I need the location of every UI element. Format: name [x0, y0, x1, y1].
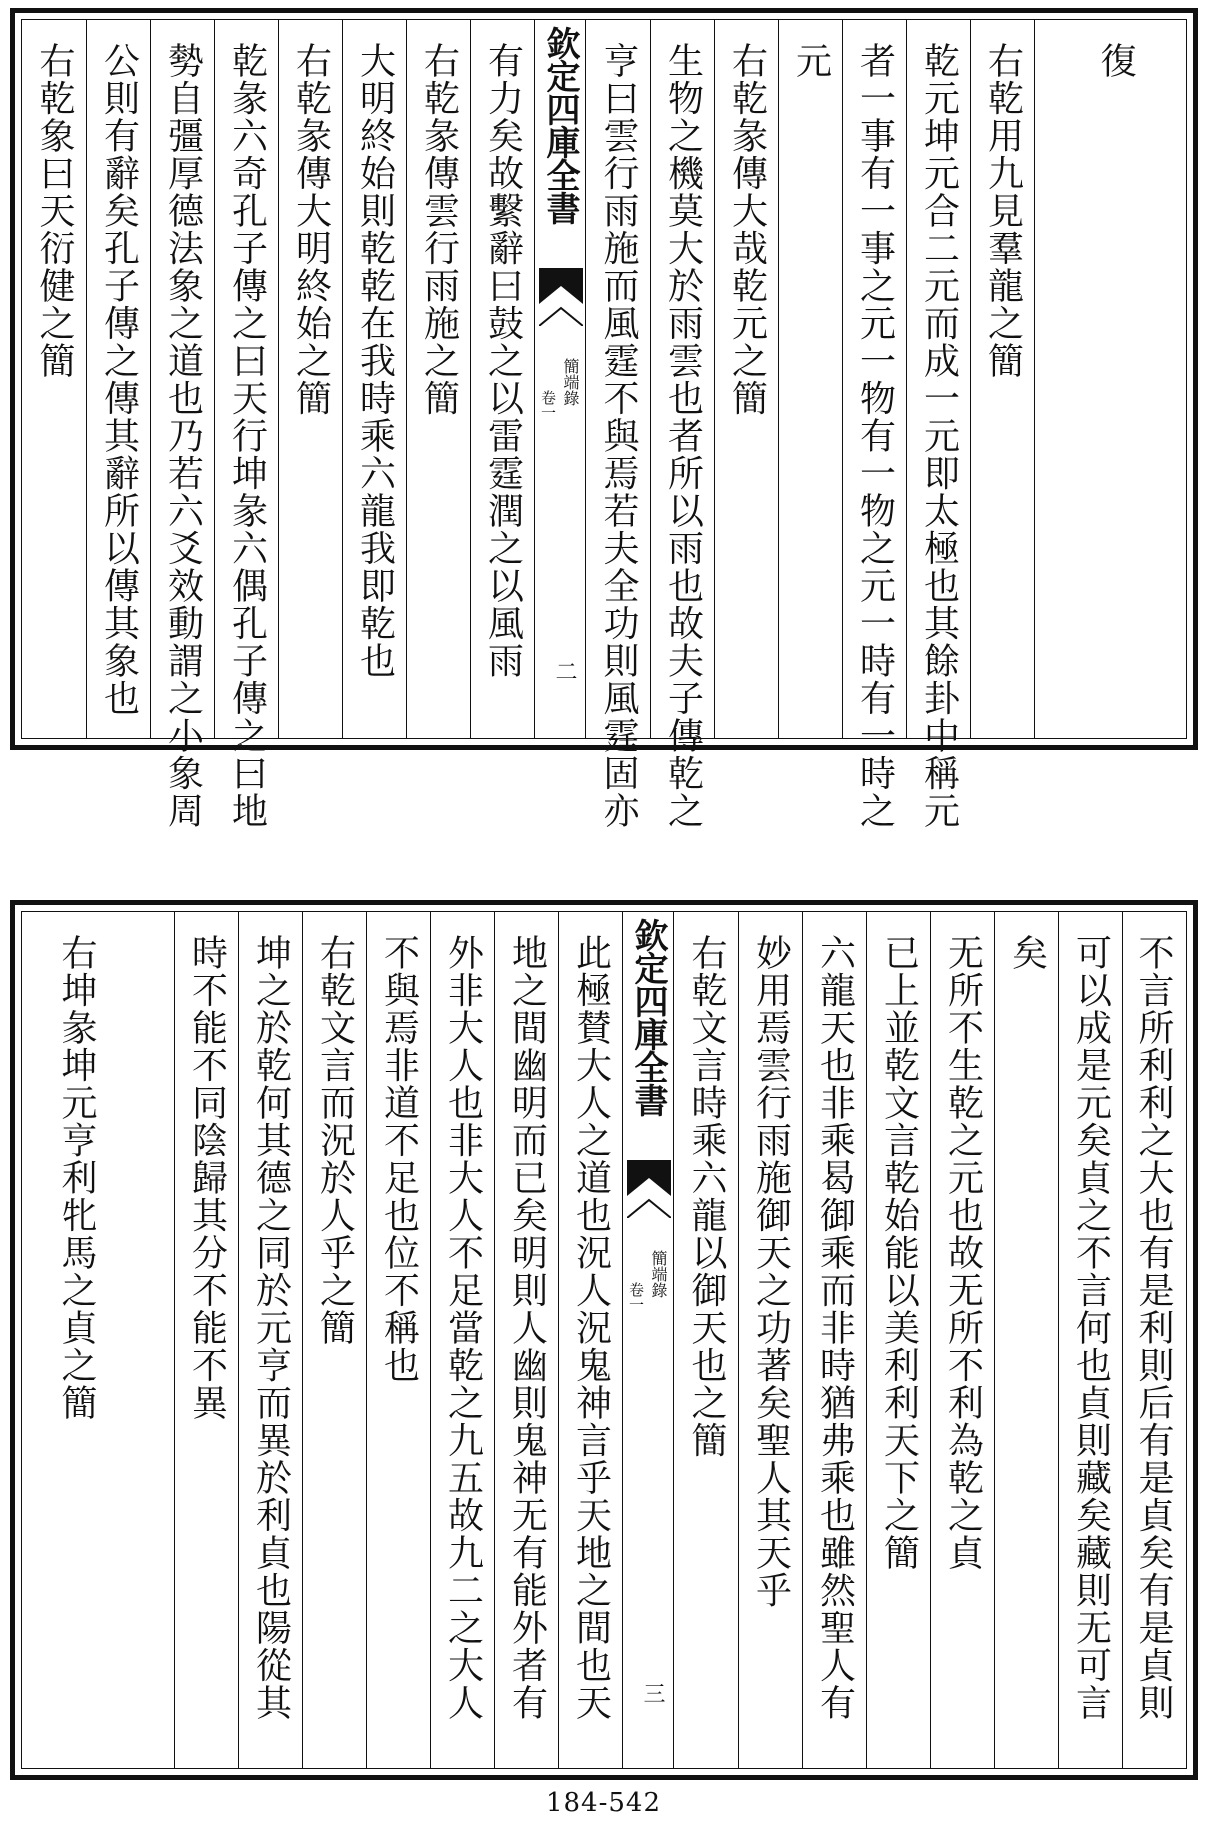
juan-label: 卷一 [627, 1282, 645, 1312]
fishtail-ornament [627, 1160, 671, 1196]
column-text: 六龍天也非乘曷御乘而非時猶弗乘也雖然聖人有 [814, 934, 856, 1722]
text-column [674, 912, 738, 1768]
column-text: 公則有辭矣孔子傳之傳其辭所以傳其象也 [98, 42, 140, 717]
text-column [558, 912, 622, 1768]
text-column [238, 912, 302, 1768]
column-text: 復 [1095, 42, 1136, 80]
column-text: 无所不生乾之元也故无所不利為乾之貞 [942, 934, 984, 1572]
text-column [174, 912, 238, 1768]
book-title: 簡端錄 [561, 358, 580, 406]
column-text: 元 [790, 42, 832, 80]
column-text: 大明終始則乾乾在我時乘六龍我即乾也 [354, 42, 396, 680]
column-text: 不與焉非道不足也位不稱也 [378, 934, 420, 1384]
fishtail-ornament [627, 1198, 671, 1218]
column-text: 不言所利利之大也有是利則后有是貞矣有是貞則 [1133, 934, 1174, 1722]
text-column [930, 912, 994, 1768]
column-text: 矣 [1006, 934, 1048, 972]
column-text: 乾彖六奇孔子傳之曰天行坤彖六偶孔子傳之曰地 [226, 42, 268, 830]
column-text: 右乾文言時乘六龍以御天也之簡 [686, 934, 727, 1459]
text-column [1034, 20, 1183, 738]
text-column [586, 20, 650, 830]
column-text: 右乾彖傳雲行雨施之簡 [418, 42, 460, 417]
column-text: 者一事有一事之元一物有一物之元一時有一時之 [854, 42, 896, 830]
text-column [342, 20, 406, 738]
page-number: 184-542 [545, 1788, 662, 1818]
text-column [470, 20, 534, 738]
text-column [738, 912, 802, 1768]
text-column [778, 20, 842, 738]
text-column [1058, 912, 1122, 1768]
leaf-number: 二 [552, 660, 577, 682]
column-text: 勢自彊厚德法象之道也乃若六爻效動謂之小象周 [162, 42, 204, 830]
column-text: 外非大人也非大人不足當乾之九五故九二之大人 [442, 934, 484, 1722]
book-title: 簡端錄 [649, 1250, 668, 1298]
leaf-number: 三 [640, 1682, 665, 1704]
juan-label: 卷一 [539, 390, 557, 420]
text-column [842, 20, 906, 830]
collection-title: 欽定四庫全書 [540, 26, 580, 224]
fishtail-ornament [539, 268, 583, 304]
text-column [430, 912, 494, 1768]
text-column [1122, 912, 1183, 1768]
column-text: 妙用焉雲行雨施御天之功著矣聖人其天乎 [750, 934, 792, 1609]
text-column [866, 912, 930, 1768]
text-column [366, 912, 430, 1768]
center-fold-column [534, 20, 586, 738]
text-column [906, 20, 970, 830]
text-column [150, 20, 214, 830]
collection-title: 欽定四庫全書 [628, 918, 668, 1116]
text-column [22, 20, 86, 738]
column-text: 地之間幽明而已矣明則人幽則鬼神无有能外者有 [506, 934, 548, 1722]
text-column [302, 912, 366, 1768]
text-column [22, 912, 174, 1768]
column-text: 時不能不同陰歸其分不能不異 [186, 934, 228, 1422]
column-text: 右坤彖坤元亨利牝馬之貞之簡 [56, 934, 97, 1422]
column-text: 此極賛大人之道也況人況鬼神言乎天地之間也天 [570, 934, 612, 1722]
text-column [86, 20, 150, 738]
text-column [994, 912, 1058, 1768]
column-text: 可以成是元矣貞之不言何也貞則藏矣藏則无可言 [1070, 934, 1112, 1722]
text-column [970, 20, 1034, 738]
column-text: 右乾象曰天衍健之簡 [34, 42, 75, 380]
column-text: 已上並乾文言乾始能以美利利天下之簡 [878, 934, 920, 1572]
page-frame [21, 911, 1187, 1769]
column-text: 右乾文言而況於人乎之簡 [314, 934, 356, 1347]
text-column [214, 20, 278, 830]
text-column [278, 20, 342, 738]
column-text: 坤之於乾何其德之同於元亨而異於利貞也陽從其 [250, 934, 292, 1722]
fishtail-ornament [539, 306, 583, 326]
center-fold-column [622, 912, 674, 1768]
text-column [406, 20, 470, 738]
column-text: 乾元坤元合二元而成一元即太極也其餘卦中稱元 [918, 42, 960, 830]
text-column [650, 20, 714, 830]
page-frame [21, 19, 1187, 830]
text-column [802, 912, 866, 1768]
column-text: 生物之機莫大於雨雲也者所以雨也故夫子傳乾之 [662, 42, 704, 830]
column-text: 亨曰雲行雨施而風霆不與焉若夫全功則風霆固亦 [598, 42, 639, 830]
column-text: 右乾用九見羣龍之簡 [982, 42, 1024, 380]
column-text: 右乾彖傳大哉乾元之簡 [726, 42, 768, 417]
text-column [494, 912, 558, 1768]
column-text: 有力矣故繫辭曰鼓之以雷霆潤之以風雨 [482, 42, 524, 680]
column-text: 右乾彖傳大明終始之簡 [290, 42, 332, 417]
page-block-upper [10, 8, 1198, 830]
text-column [714, 20, 778, 738]
page-block-lower [10, 900, 1198, 1780]
